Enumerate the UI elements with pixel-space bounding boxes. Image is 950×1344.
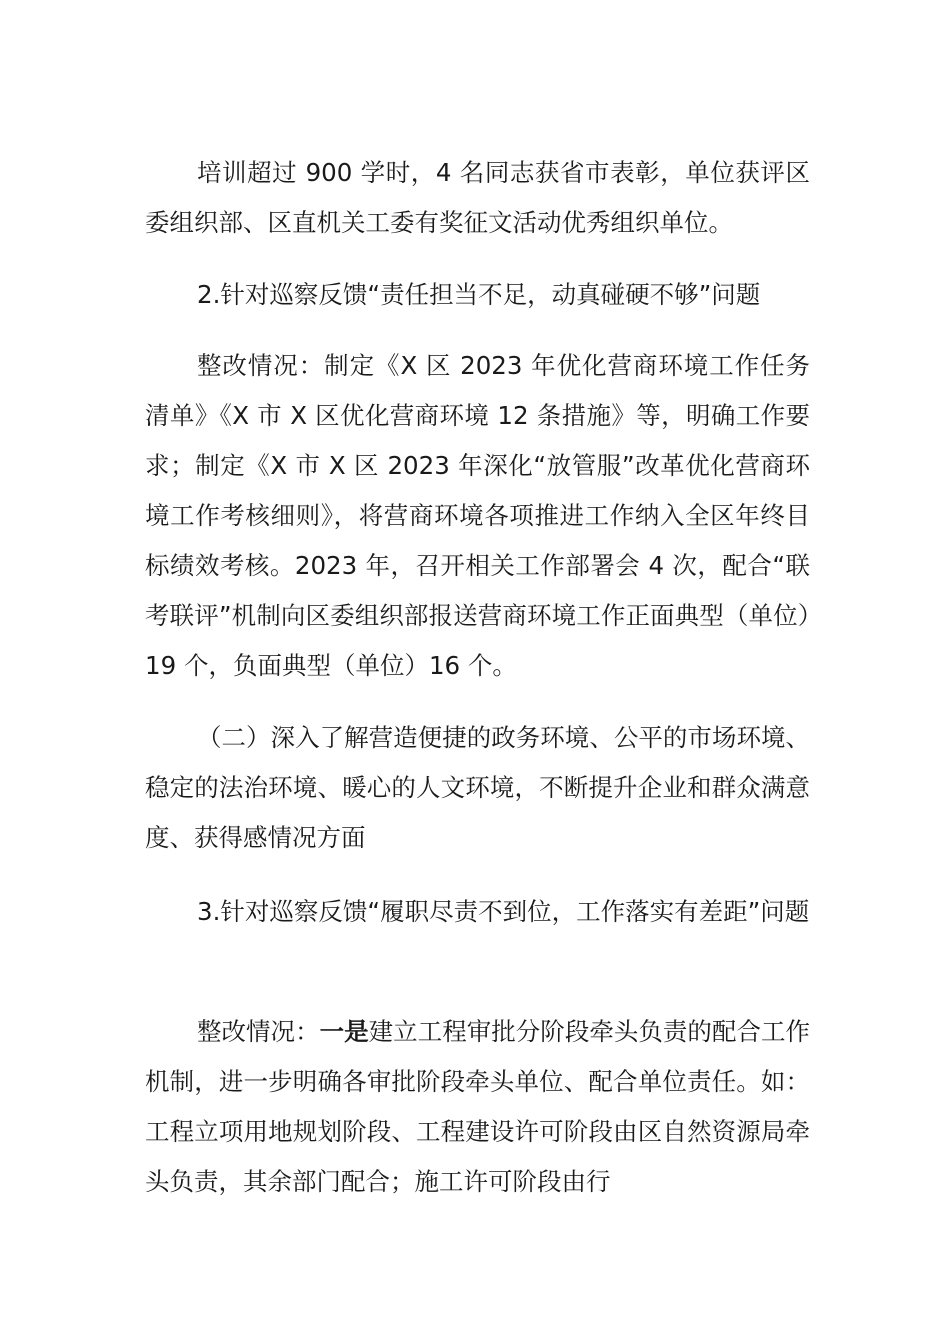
paragraph-rectification-3 xyxy=(145,1007,810,1207)
rectification-body: 建立工程审批分阶段牵头负责的配合工作机制，进一步明确各审批阶段牵头单位、配合单位责任。如：工程立项用地规划阶段、工程建设许可阶段由区自然资源局牵头负责，其余部门配合；施工许可阶段由行 xyxy=(145,1017,811,1196)
emphasis-first: 一是 xyxy=(319,1017,369,1046)
paragraph-rectification-2: 整改情况：制定《X 区 2023 年优化营商环境工作任务清单》《X 市 X 区优化营商环境 12 条措施》等，明确工作要求；制定《X 市 X 区 2023 年深化“放管服”改革优化营商环境工作考核细则》，将营商环境各项推进工作纳入全区年终目标绩效考核。2023 年，召开相关工作部署会 4 次，配合“联考联评”机制向区委组织部报送营商环境工作正面典型（单位）19 个，负面典型（单位）16 个。 xyxy=(145,351,810,680)
rectification-lead: 整改情况： xyxy=(197,1017,320,1046)
section-heading-2: （二）深入了解营造便捷的政务环境、公平的市场环境、稳定的法治环境、暖心的人文环境，不断提升企业和群众满意度、获得感情况方面 xyxy=(145,723,810,852)
heading-issue-2: 2.针对巡察反馈“责任担当不足，动真碰硬不够”问题 xyxy=(197,280,761,309)
heading-issue-3: 3.针对巡察反馈“履职尽责不到位，工作落实有差距”问题 xyxy=(197,897,810,926)
paragraph-training-summary: 培训超过 900 学时，4 名同志获省市表彰，单位获评区委组织部、区直机关工委有奖征文活动优秀组织单位。 xyxy=(145,158,810,237)
